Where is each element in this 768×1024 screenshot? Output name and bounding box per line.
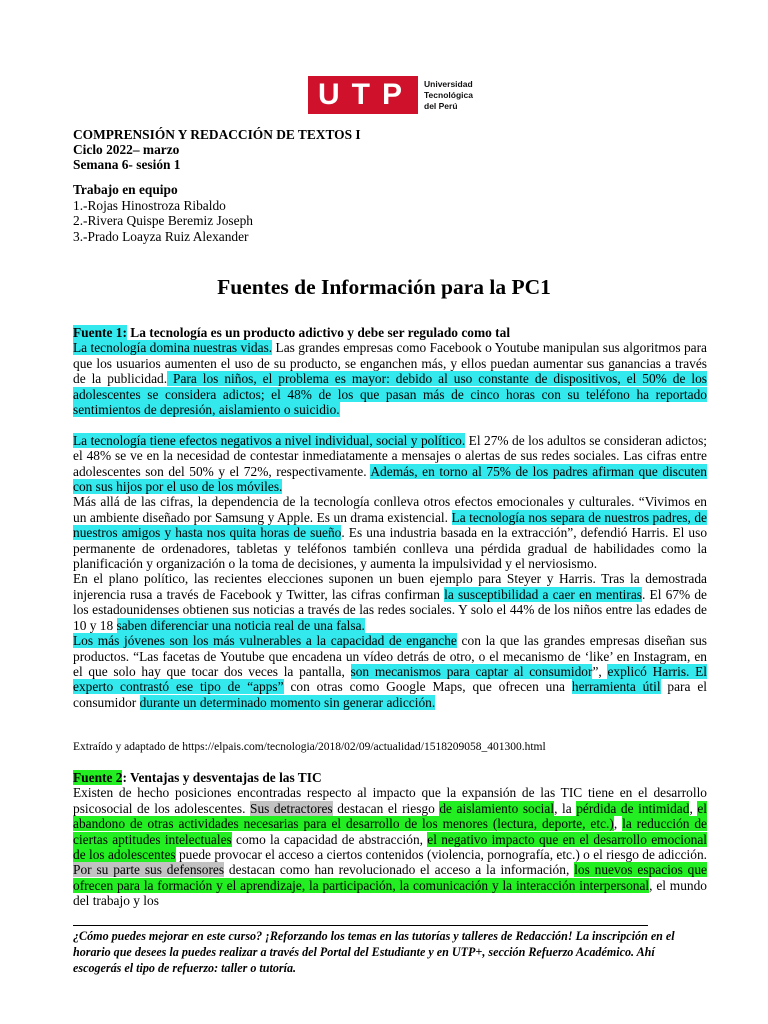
fuente2-paragraph (73, 785, 707, 908)
body-text-run: , la (554, 800, 577, 816)
body-text-run: para el consumidor (73, 679, 707, 710)
highlighted-text: Para los niños, el problema es mayor: debido al uso constante de dispositivos, el 50% de los adolescentes se considera adictos; el 48% de los que pasan más de cinco horas con su teléfono ha reportado sentimientos de depresión, aislamiento o suicidio. (73, 371, 707, 418)
highlighted-text: Los más jóvenes son los más vulnerables a la capacidad de enganche (73, 633, 457, 649)
footer-note: ¿Cómo puedes mejorar en este curso? ¡Reforzando los temas en las tutorías y talleres de Redacción! La inscripción en el horario que desees la puedes realizar a través del Portal del Estudiante y en UTP+, sección Refuerzo Académico. Ahí escogerás el tipo de refuerzo: taller o tutoría. (73, 929, 675, 975)
body-text-run: . Es una industria basada en la extracción”, defendió Harris. El uso permanente de ordenadores, tabletas y teléfonos también conlleva una pérdida gradual de habilidades como la planificación y organización o la toma de decisiones, y aumenta la impulsividad y el nerviosismo. (73, 525, 708, 572)
team-heading: Trabajo en equipo (73, 182, 178, 197)
body-text-run: puede provocar el acceso a ciertos contenidos (violencia, pornografía, etc.) o el riesgo de adicción. (175, 847, 707, 863)
highlighted-text: La tecnología domina nuestras vidas. (73, 340, 273, 356)
body-text-run: como la capacidad de abstracción, (231, 831, 428, 847)
body-text-run: destacan como han revolucionado el acceso a la información, (224, 862, 575, 878)
highlighted-text: de aislamiento social (439, 800, 555, 816)
highlighted-text: los nuevos espacios que ofrecen para la formación y el aprendizaje, la participación, la comunicación y la interacción interpersonal (73, 862, 707, 893)
body-text-run: El 27% de los adultos se consideran adictos; el 48% se ve en la necesidad de contestar inmediatamente a mensajes o alertas de sus redes sociales. Las cifras entre adolescentes son del 50% y el 72%, respectivamente. (73, 432, 707, 479)
highlighted-text: Por su parte sus defensores (73, 862, 225, 878)
body-text-run: Las grandes empresas como Facebook o Youtube manipulan sus algoritmos para que los usuarios aumenten el uso de su producto, se enganchen más, y ellos puedan aumentar sus ganancias a través de la publicidad. (73, 340, 707, 387)
highlighted-text: durante un determinado momento sin generar adicción. (139, 694, 436, 710)
team-section (73, 182, 253, 244)
logo-line: Tecnológica (424, 89, 473, 100)
utp-logo-text (424, 79, 473, 112)
body-text-run: , (613, 816, 623, 832)
fuente1-paragraph (73, 571, 707, 633)
fuente1-paragraph (73, 494, 707, 571)
fuente1-section (73, 325, 707, 710)
fuente1-paragraph (73, 633, 707, 710)
highlighted-text: Además, en torno al 75% de los padres afirman que discuten con sus hijos por el uso de los móviles. (73, 463, 707, 495)
fuente1-paragraph (73, 340, 707, 417)
highlighted-text: son mecanismos para captar al consumidor (350, 663, 593, 679)
body-text-run: En el plano político, las recientes elecciones suponen un buen ejemplo para Steyer y Harris. Tras la demostrada injerencia rusa a través de Facebook y Twitter, las cifras confirman (73, 571, 707, 602)
body-text-run: , (689, 800, 698, 816)
course-week: Semana 6- sesión 1 (73, 157, 181, 172)
highlighted-text: explicó Harris. El experto contrastó ese tipo de “apps” (73, 663, 707, 695)
page-title: Fuentes de Información para la PC1 (217, 275, 551, 299)
course-name: COMPRENSIÓN Y REDACCIÓN DE TEXTOS I (73, 127, 361, 142)
highlighted-text: saben diferenciar una noticia real de una falsa. (116, 617, 365, 633)
fuente1-paragraph (73, 433, 707, 495)
body-text-run: con la que las grandes empresas diseñan sus productos. “Las facetas de Youtube que encadena un vídeo detrás de otro, o el mecanismo de ‘like’ en Instagram, en el que solo hay que tocar dos veces la pantalla, (73, 633, 707, 679)
course-header (73, 127, 361, 172)
footer-divider (73, 925, 648, 926)
course-cycle: Ciclo 2022– marzo (73, 142, 180, 157)
logo-line: del Perú (424, 100, 458, 111)
highlighted-text: La tecnología tiene efectos negativos a nivel individual, social y político. (73, 432, 466, 448)
body-text-run: ”, (592, 663, 608, 679)
paragraph-spacer (73, 417, 707, 432)
utp-logo-mark: UTP (308, 76, 418, 114)
highlighted-text: pérdida de intimidad (576, 800, 690, 816)
body-text-run: . El 67% de los estadounidenses obtienen sus noticias a través de las redes sociales. Y solo el 44% de los niños entre las edades de 10 y 18 (73, 586, 707, 633)
team-member: 3.-Prado Loayza Ruiz Alexander (73, 228, 249, 244)
body-text-run: destacan el riesgo (332, 800, 440, 816)
highlighted-text: la reducción de ciertas aptitudes intelectuales (73, 816, 708, 847)
highlighted-text: La tecnología nos separa de nuestros padres, de nuestros amigos y hasta nos quita horas de sueño (73, 509, 707, 541)
body-text-run: con otras como Google Maps, que ofrecen una (283, 679, 572, 695)
fuente2-heading (73, 770, 707, 785)
highlighted-text: el abandono de otras actividades necesarias para el desarrollo de los menores (lectura, deporte, etc.) (73, 800, 708, 832)
team-member: 1.-Rojas Hinostroza Ribaldo (73, 197, 226, 213)
fuente1-title: La tecnología es un producto adictivo y debe ser regulado como tal (126, 325, 511, 340)
body-text-run: , el mundo del trabajo y los (73, 877, 707, 909)
fuente2-section (73, 770, 707, 909)
highlighted-text: herramienta útil (571, 679, 661, 695)
fuente1-heading (73, 325, 707, 340)
body-text-run: Existen de hecho posiciones encontradas respecto al impacto que la expansión de las TIC tiene en el desarrollo psicosocial de los adolescentes. (73, 785, 707, 816)
team-member: 2.-Rivera Quispe Beremiz Joseph (73, 213, 253, 228)
source-note: Extraído y adaptado de https://elpais.com/tecnologia/2018/02/09/actualidad/1518209058_401300.html (73, 741, 546, 753)
highlighted-text: la susceptibilidad a caer en mentiras (444, 586, 643, 602)
fuente2-title: : Ventajas y desventajas de las TIC (122, 770, 322, 785)
logo-line: Universidad (424, 78, 473, 89)
fuente2-label: Fuente 2 (73, 770, 123, 785)
highlighted-text: el negativo impacto que en el desarrollo emocional de los adolescentes (73, 831, 708, 863)
utp-logo (308, 76, 473, 114)
body-text-run: Más allá de las cifras, la dependencia de la tecnología conlleva otros efectos emocionales y culturales. “Vivimos en un ambiente diseñado por Samsung y Apple. Es un drama existencial. (73, 494, 707, 525)
fuente1-label: Fuente 1: (73, 325, 127, 340)
highlighted-text: Sus detractores (250, 800, 333, 816)
